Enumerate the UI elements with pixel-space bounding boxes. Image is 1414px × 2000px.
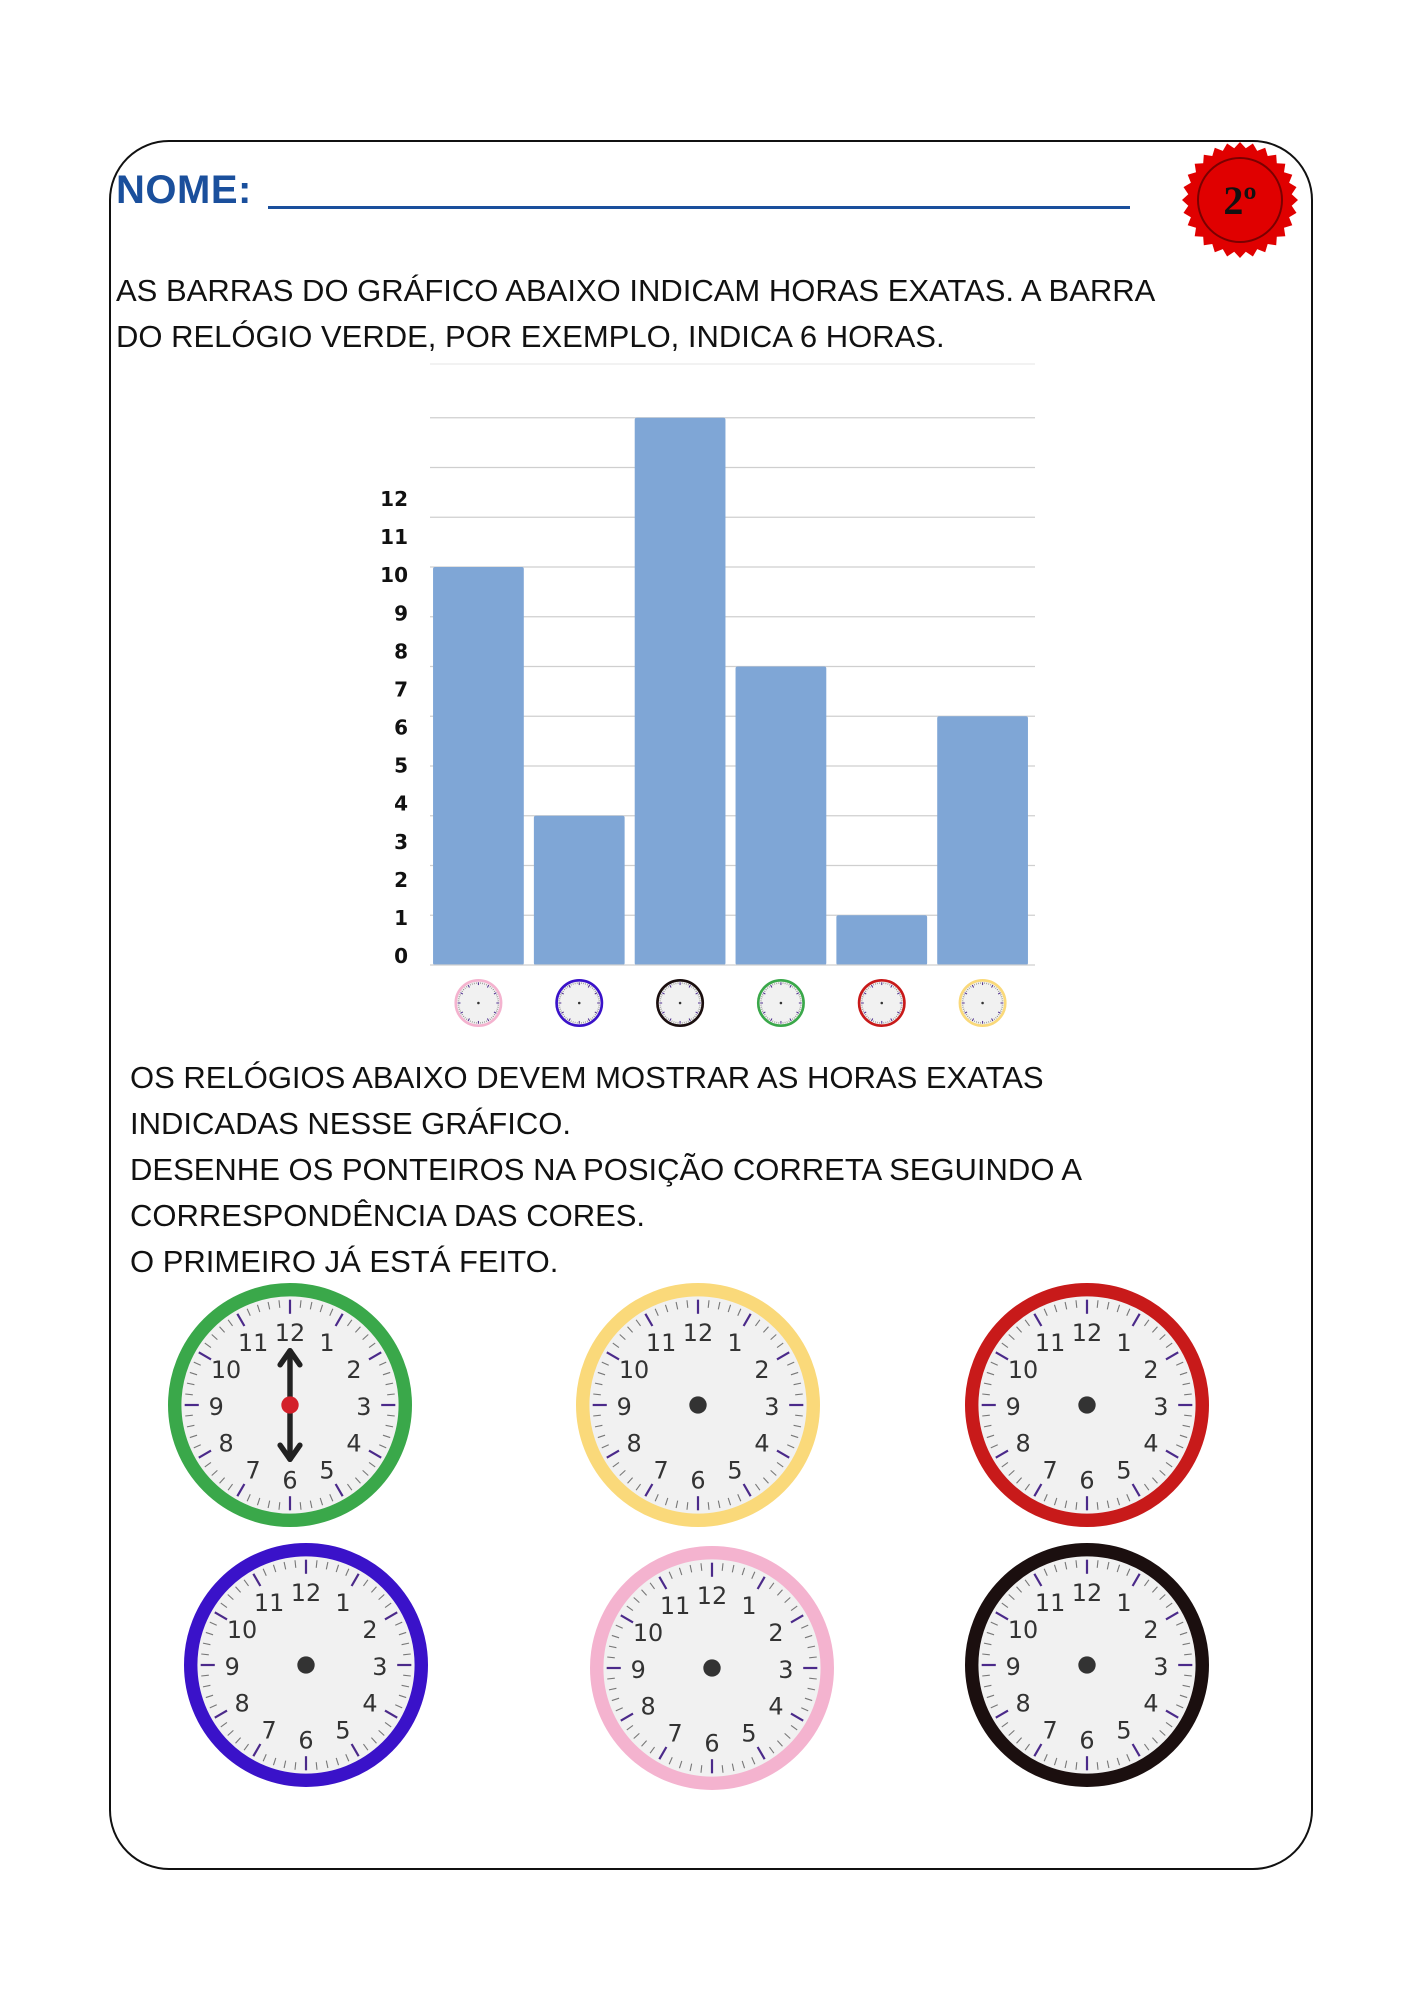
clock-number: 6	[1079, 1726, 1095, 1755]
clock-number: 9	[1005, 1392, 1021, 1421]
clock-number: 8	[218, 1429, 234, 1458]
clock-number: 1	[319, 1328, 335, 1357]
clock-number: 11	[1034, 1588, 1066, 1617]
bar-black-clock	[635, 418, 726, 965]
clock-number: 4	[1143, 1689, 1159, 1718]
pink-clock[interactable]	[587, 1543, 837, 1793]
clock-number: 2	[362, 1615, 378, 1644]
clock-center	[880, 1002, 883, 1005]
clock-number: 1	[1116, 1328, 1132, 1357]
category-pink-clock-icon	[456, 980, 501, 1025]
category-red-clock-icon	[859, 980, 904, 1025]
y-tick-label: 3	[394, 829, 408, 854]
clock-number: 6	[298, 1726, 314, 1755]
clock-number: 6	[704, 1729, 720, 1758]
clock-number: 10	[210, 1355, 242, 1384]
bar-green-clock	[736, 667, 827, 966]
y-tick-label: 5	[394, 753, 408, 778]
clock-number: 8	[626, 1429, 642, 1458]
clock-number: 6	[690, 1466, 706, 1495]
clock-number: 7	[653, 1456, 669, 1485]
clock-number: 4	[754, 1429, 770, 1458]
instruction-line: CORRESPONDÊNCIA DAS CORES.	[130, 1198, 646, 1233]
bar-purple-clock	[534, 816, 625, 965]
clock-number: 1	[727, 1328, 743, 1357]
category-yellow-clock-icon	[960, 980, 1005, 1025]
bar-chart	[360, 360, 1060, 1050]
y-tick-label: 0	[394, 944, 408, 968]
red-clock[interactable]	[962, 1280, 1212, 1530]
clock-number: 4	[768, 1692, 784, 1721]
clock-number: 10	[618, 1355, 650, 1384]
clock-number: 3	[372, 1652, 388, 1681]
clock-number: 8	[1015, 1429, 1031, 1458]
clock-number: 12	[696, 1581, 728, 1610]
clock-center	[297, 1656, 314, 1673]
instructions-text	[130, 1055, 1280, 1285]
clock-center	[981, 1002, 984, 1005]
clock-center	[281, 1396, 298, 1413]
clock-number: 3	[356, 1392, 372, 1421]
clock-number: 4	[362, 1689, 378, 1718]
clock-number: 8	[1015, 1689, 1031, 1718]
clock-number: 4	[346, 1429, 362, 1458]
clock-number: 7	[1042, 1456, 1058, 1485]
clock-number: 9	[224, 1652, 240, 1681]
clock-number: 9	[1005, 1652, 1021, 1681]
intro-text	[116, 268, 1296, 360]
name-input-line[interactable]	[268, 206, 1130, 209]
clock-number: 10	[1007, 1355, 1039, 1384]
instruction-line: DESENHE OS PONTEIROS NA POSIÇÃO CORRETA SEGUINDO A	[130, 1152, 1083, 1187]
bar-pink-clock	[433, 567, 524, 965]
clock-number: 12	[290, 1578, 322, 1607]
clock-number: 3	[764, 1392, 780, 1421]
clock-number: 3	[778, 1655, 794, 1684]
y-tick-label: 1	[394, 905, 408, 930]
clock-number: 11	[237, 1328, 269, 1357]
y-tick-label: 7	[394, 677, 408, 702]
clock-number: 6	[1079, 1466, 1095, 1495]
clock-number: 5	[1116, 1456, 1132, 1485]
black-clock[interactable]	[962, 1540, 1212, 1790]
category-purple-clock-icon	[557, 980, 602, 1025]
clock-number: 2	[754, 1355, 770, 1384]
clock-number: 7	[261, 1716, 277, 1745]
clock-number: 5	[335, 1716, 351, 1745]
clock-number: 11	[1034, 1328, 1066, 1357]
clock-center	[477, 1002, 480, 1005]
clock-number: 8	[234, 1689, 250, 1718]
clock-number: 1	[741, 1591, 757, 1620]
clock-number: 10	[1007, 1615, 1039, 1644]
clock-number: 12	[682, 1318, 714, 1347]
clock-center	[780, 1002, 783, 1005]
clock-number: 5	[727, 1456, 743, 1485]
bar-red-clock	[836, 915, 927, 965]
clock-center	[679, 1002, 682, 1005]
clock-number: 4	[1143, 1429, 1159, 1458]
clock-number: 2	[1143, 1615, 1159, 1644]
clock-number: 2	[768, 1618, 784, 1647]
y-tick-label: 9	[394, 601, 408, 626]
clock-center	[1078, 1396, 1095, 1413]
clock-number: 6	[282, 1466, 298, 1495]
clock-number: 5	[319, 1456, 335, 1485]
clock-number: 11	[645, 1328, 677, 1357]
clock-number: 7	[245, 1456, 261, 1485]
clock-number: 1	[1116, 1588, 1132, 1617]
clock-number: 5	[1116, 1716, 1132, 1745]
clock-number: 5	[741, 1719, 757, 1748]
clock-number: 9	[630, 1655, 646, 1684]
clock-number: 9	[616, 1392, 632, 1421]
green-clock[interactable]	[165, 1280, 415, 1530]
clock-number: 12	[274, 1318, 306, 1347]
clock-number: 12	[1071, 1578, 1103, 1607]
clock-number: 11	[253, 1588, 285, 1617]
intro-line: DO RELÓGIO VERDE, POR EXEMPLO, INDICA 6 HORAS.	[116, 319, 945, 354]
clock-center	[689, 1396, 706, 1413]
clock-center	[578, 1002, 581, 1005]
y-tick-label: 12	[380, 487, 408, 511]
y-tick-label: 11	[380, 525, 408, 550]
clock-number: 10	[226, 1615, 258, 1644]
y-tick-label: 6	[394, 715, 408, 740]
instruction-line: INDICADAS NESSE GRÁFICO.	[130, 1106, 571, 1141]
clock-number: 7	[1042, 1716, 1058, 1745]
clock-number: 12	[1071, 1318, 1103, 1347]
clock-number: 11	[659, 1591, 691, 1620]
purple-clock[interactable]	[181, 1540, 431, 1790]
clock-number: 2	[346, 1355, 362, 1384]
clock-number: 3	[1153, 1652, 1169, 1681]
clock-number: 8	[640, 1692, 656, 1721]
clock-center	[1078, 1656, 1095, 1673]
y-tick-label: 4	[394, 791, 408, 816]
clock-number: 9	[208, 1392, 224, 1421]
clock-number: 7	[667, 1719, 683, 1748]
y-tick-label: 8	[394, 639, 408, 664]
y-tick-label: 10	[380, 563, 408, 588]
category-green-clock-icon	[758, 980, 803, 1025]
intro-line: AS BARRAS DO GRÁFICO ABAIXO INDICAM HORAS EXATAS. A BARRA	[116, 273, 1156, 308]
instruction-line: OS RELÓGIOS ABAIXO DEVEM MOSTRAR AS HORAS EXATAS	[130, 1060, 1044, 1095]
y-tick-label: 2	[394, 867, 408, 892]
instruction-line: O PRIMEIRO JÁ ESTÁ FEITO.	[130, 1244, 559, 1279]
badge-text: 2º	[1223, 178, 1257, 223]
category-black-clock-icon	[657, 980, 702, 1025]
clock-number: 1	[335, 1588, 351, 1617]
clock-number: 10	[632, 1618, 664, 1647]
clock-number: 3	[1153, 1392, 1169, 1421]
clock-number: 2	[1143, 1355, 1159, 1384]
bar-yellow-clock	[937, 716, 1028, 965]
clock-center	[703, 1659, 720, 1676]
name-label: NOME:	[116, 168, 252, 212]
grade-badge	[1180, 140, 1300, 260]
yellow-clock[interactable]	[573, 1280, 823, 1530]
